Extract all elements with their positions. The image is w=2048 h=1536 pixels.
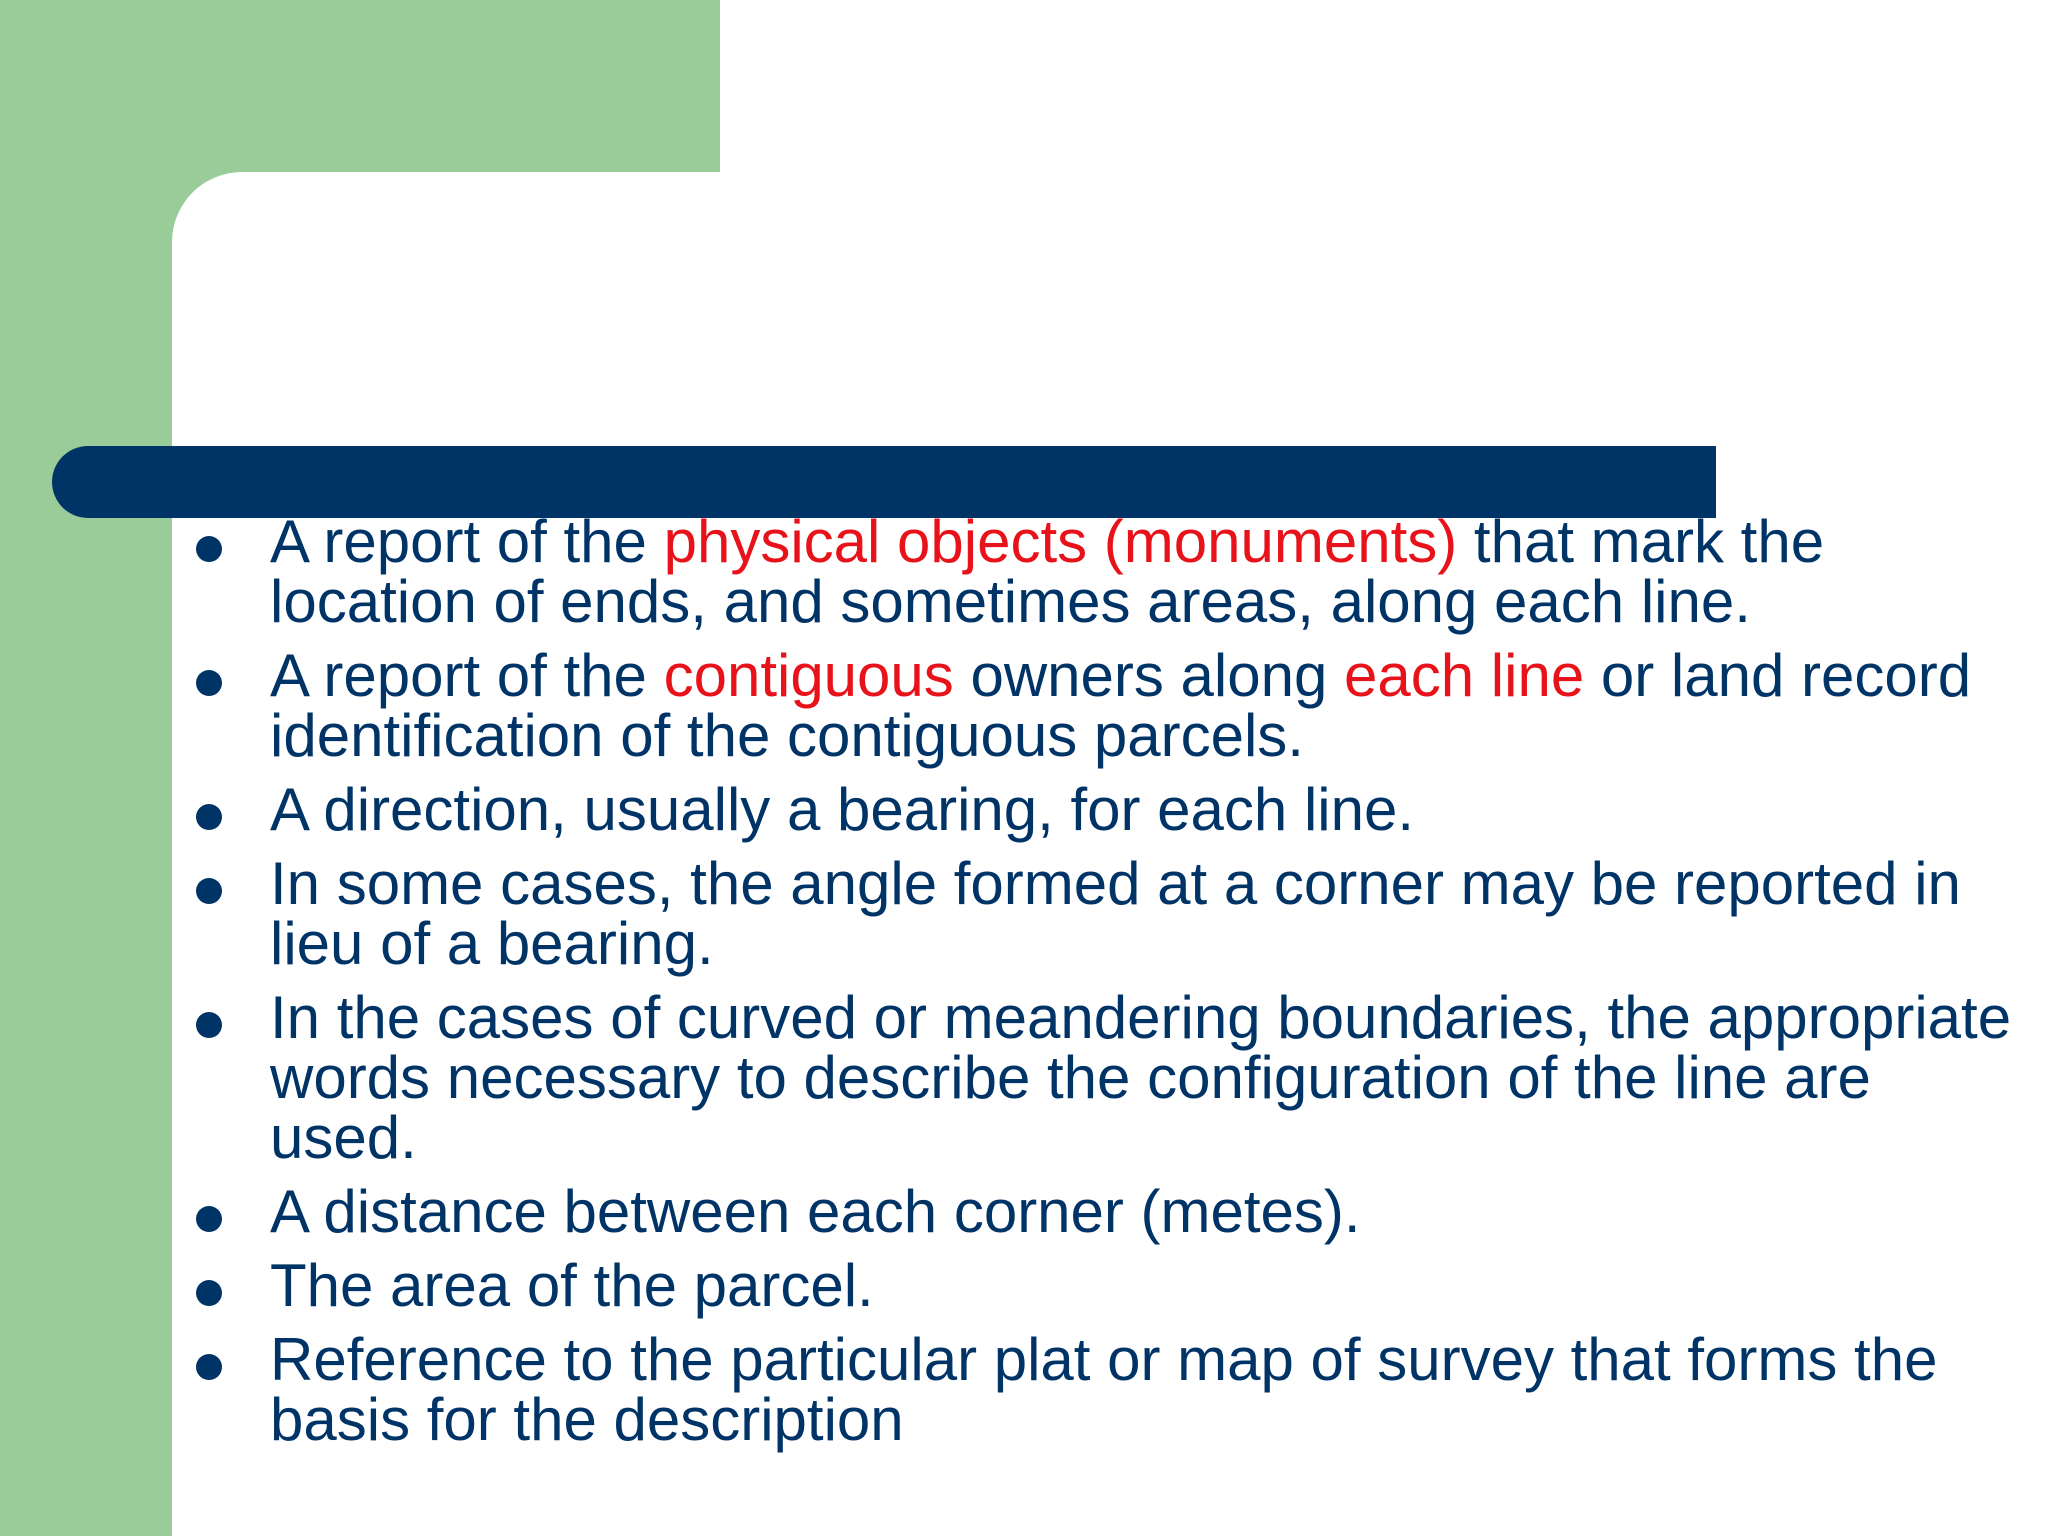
bullet-text: [270, 1178, 1361, 1245]
bullet-segment: A report of the: [270, 642, 664, 709]
bullet-segment: that mark the location of ends, and sometimes areas, along each line.: [270, 508, 1825, 635]
bullet-text: [270, 1326, 1937, 1453]
bullet-dot-icon: [196, 1280, 222, 1306]
bullet-dot-icon: [196, 536, 222, 562]
bullet-segment: A distance between each corner (metes).: [270, 1178, 1361, 1245]
bullet-segment: A report of the: [270, 508, 664, 575]
bullet-item: [190, 1178, 2030, 1245]
bullet-segment: Reference to the particular plat or map of survey that forms the basis for the description: [270, 1326, 1938, 1453]
bullet-dot-icon: [196, 1012, 222, 1038]
bullet-text: [270, 850, 1961, 977]
bullet-item: [190, 642, 2030, 769]
bullet-dot-icon: [196, 878, 222, 904]
bullet-item: [190, 1326, 2030, 1453]
bullet-text: [270, 776, 1414, 843]
bullet-segment: The area of the parcel.: [270, 1252, 874, 1319]
bullet-segment: In the cases of curved or meandering boundaries, the appropriate words necessary to describe the configuration of the line are used.: [270, 984, 2012, 1171]
bullet-item: [190, 776, 2030, 843]
bullet-dot-icon: [196, 804, 222, 830]
bullet-highlight: each line: [1344, 642, 1585, 709]
bullet-text: [270, 984, 2011, 1171]
bullet-dot-icon: [196, 1354, 222, 1380]
bullet-item: [190, 850, 2030, 977]
bullet-list: [190, 508, 2030, 1464]
bullet-item: [190, 984, 2030, 1171]
bullet-highlight: physical objects (monuments): [663, 508, 1458, 575]
bullet-segment: owners along: [953, 642, 1345, 709]
bullet-item: [190, 508, 2030, 635]
bullet-segment: In some cases, the angle formed at a corner may be reported in lieu of a bearing.: [270, 850, 1961, 977]
bullet-dot-icon: [196, 670, 222, 696]
bullet-text: [270, 508, 1824, 635]
bullet-text: [270, 642, 1971, 769]
bullet-item: [190, 1252, 2030, 1319]
bullet-highlight: contiguous: [663, 642, 954, 709]
bullet-text: [270, 1252, 874, 1319]
bullet-segment: or land record identification of the contiguous parcels.: [270, 642, 1972, 769]
bullet-segment: A direction, usually a bearing, for each line.: [270, 776, 1415, 843]
bullet-dot-icon: [196, 1206, 222, 1232]
